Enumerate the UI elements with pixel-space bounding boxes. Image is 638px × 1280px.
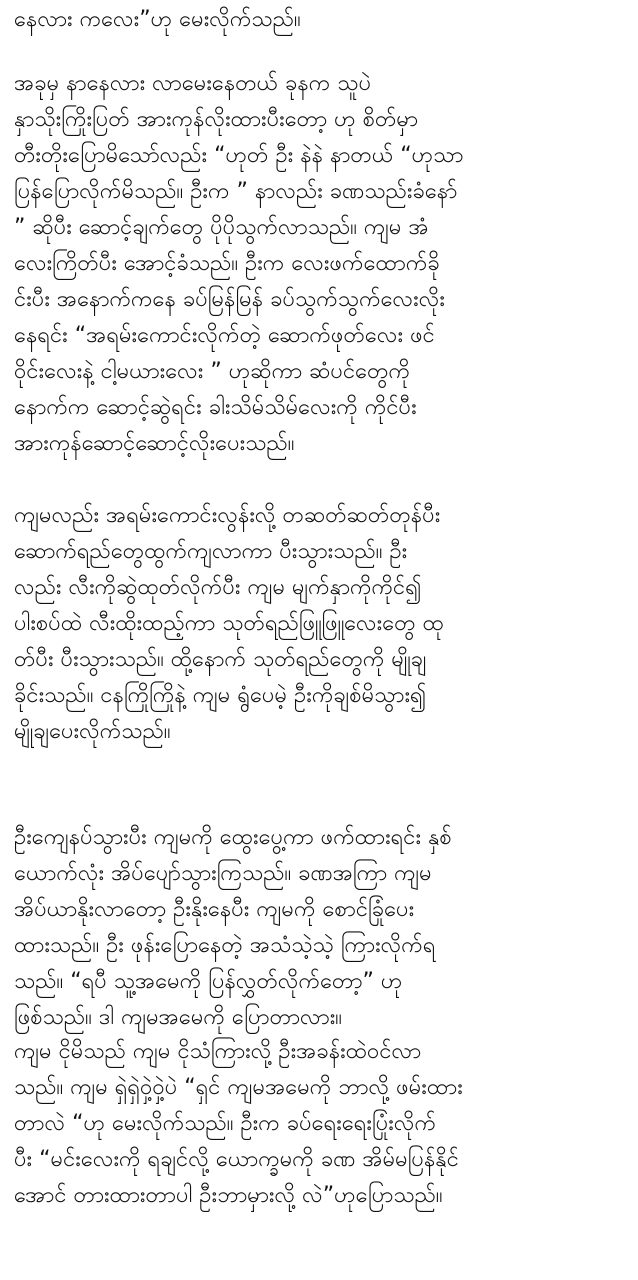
- text-line: ဦးကျေနပ်သွားပီး ကျမကို ထွေးပွေ့ကာ ဖက်ထားရင်း နှစ်: [14, 825, 452, 850]
- text-line: ခိုင်းသည်။ ငနကြိုကြိုနဲ့ ကျမ ရွံပေမဲ့ ဦးကိုချစ်မိသွား၍: [14, 683, 427, 708]
- text-line: အခုမှ နာနေလား လာမေးနေတယ် ခုနက သူပဲ: [14, 71, 372, 96]
- text-line: သည်။ “ရပီ သူ့အမေကို ပြန်လွှတ်လိုက်တော့” ဟု: [14, 969, 403, 994]
- text-line: နှာသိုးကြိုးပြတ် အားကုန်လိုးထားပီးတော့ ဟု စိတ်မှာ: [14, 107, 419, 132]
- text-line: ဖြစ်သည်။ ဒါ ကျမအမေကို ပြောတာလား။: [14, 1005, 342, 1030]
- text-line: လေးကြိတ်ပီး အောင့်ခံသည်။ ဦးက လေးဖက်ထောက်ခို: [14, 251, 440, 276]
- text-line: တာလဲ “ဟု မေးလိုက်သည်။ ဦးက ခပ်ရေးရေးပြုံးလိုက်: [14, 1111, 436, 1136]
- text-line: လည်း လီးကိုဆွဲထုတ်လိုက်ပီး ကျမ မျက်နှာကိုကိုင်၍: [14, 575, 422, 600]
- paragraph-3: [14, 498, 629, 750]
- text-line: နေလား ကလေး”ဟု မေးလိုက်သည်။: [14, 7, 301, 32]
- paragraph-5: [14, 1034, 629, 1214]
- text-line: အိပ်ယာနိုးလာတော့ ဦးနိုးနေပီး ကျမကို စောင်ခြုံပေး: [14, 897, 415, 922]
- text-line: င်းပီး အနောက်ကနေ ခပ်မြန်မြန် ခပ်သွက်သွက်လေးလိုး: [14, 287, 445, 312]
- paragraph-4: [14, 820, 629, 1036]
- paragraph-1: [14, 2, 629, 38]
- text-line: တီးတိုးပြောမိသော်လည်း “ဟုတ် ဦး နဲနဲ နာတယ် “ဟုသာ: [14, 143, 464, 168]
- text-line: ပါးစပ်ထဲ လီးထိုးထည့်ကာ သုတ်ရည်ဖြူဖြူလေးတွေ ထု: [14, 611, 444, 636]
- text-line: ဝိုင်းလေးနဲ့ ငါ့မယားလေး ” ဟုဆိုကာ ဆံပင်တွေကို: [14, 359, 411, 384]
- text-line: ကျမ ငိုမိသည် ကျမ ငိုသံကြားလို့ ဦးအခန်းထဲဝင်လာ: [14, 1039, 422, 1064]
- text-line: ” ဆိုပီး ဆောင့်ချက်တွေ ပိုပိုသွက်လာသည်။ ကျမ အံ: [14, 215, 429, 240]
- text-line: မျိုချပေးလိုက်သည်။: [14, 719, 171, 744]
- text-line: အားကုန်ဆောင့်ဆောင့်လိုးပေးသည်။: [14, 431, 295, 456]
- text-line: နေရင်း “အရမ်းကောင်းလိုက်တဲ့ ဆောက်ဖုတ်လေး ဖင်: [14, 323, 435, 348]
- text-line: သည်။ ကျမ ရှဲရှဲဝှဲ့ဝှဲ့ပဲ “ရှင် ကျမအမေကို ဘာလို့ ဖမ်းထား: [14, 1075, 463, 1100]
- text-line: ပြန်ပြောလိုက်မိသည်။ ဦးက ” နာလည်း ခဏသည်းခံနော်: [14, 179, 458, 204]
- paragraph-2: [14, 66, 629, 462]
- text-line: ယောက်လုံး အိပ်ပျော်သွားကြသည်။ ခဏအကြာ ကျမ: [14, 861, 432, 886]
- text-line: ထားသည်။ ဦး ဖုန်းပြောနေတဲ့ အသံသဲ့သဲ့ ကြားလိုက်ရ: [14, 933, 436, 958]
- text-line: တ်ပီး ပီးသွားသည်။ ထို့နောက် သုတ်ရည်တွေကို မျိုချ: [14, 647, 427, 672]
- text-line: ကျမလည်း အရမ်းကောင်းလွန်းလို့ တဆတ်ဆတ်တုန်ပီး: [14, 503, 441, 528]
- text-line: နောက်က ဆောင့်ဆွဲရင်း ခါးသိမ်သိမ်လေးကို ကိုင်ပီး: [14, 395, 417, 420]
- text-line: ဆောက်ရည်တွေထွက်ကျလာကာ ပီးသွားသည်။ ဦး: [14, 539, 408, 564]
- text-line: အောင် တားထားတာပါ ဦးဘာမှားလို့ လဲ”ဟုပြောသည်။: [14, 1183, 443, 1208]
- text-line: ပီး “မင်းလေးကို ရချင်လို့ ယောက္ခမကို ခဏ အိမ်မပြန်နိုင်: [14, 1147, 459, 1172]
